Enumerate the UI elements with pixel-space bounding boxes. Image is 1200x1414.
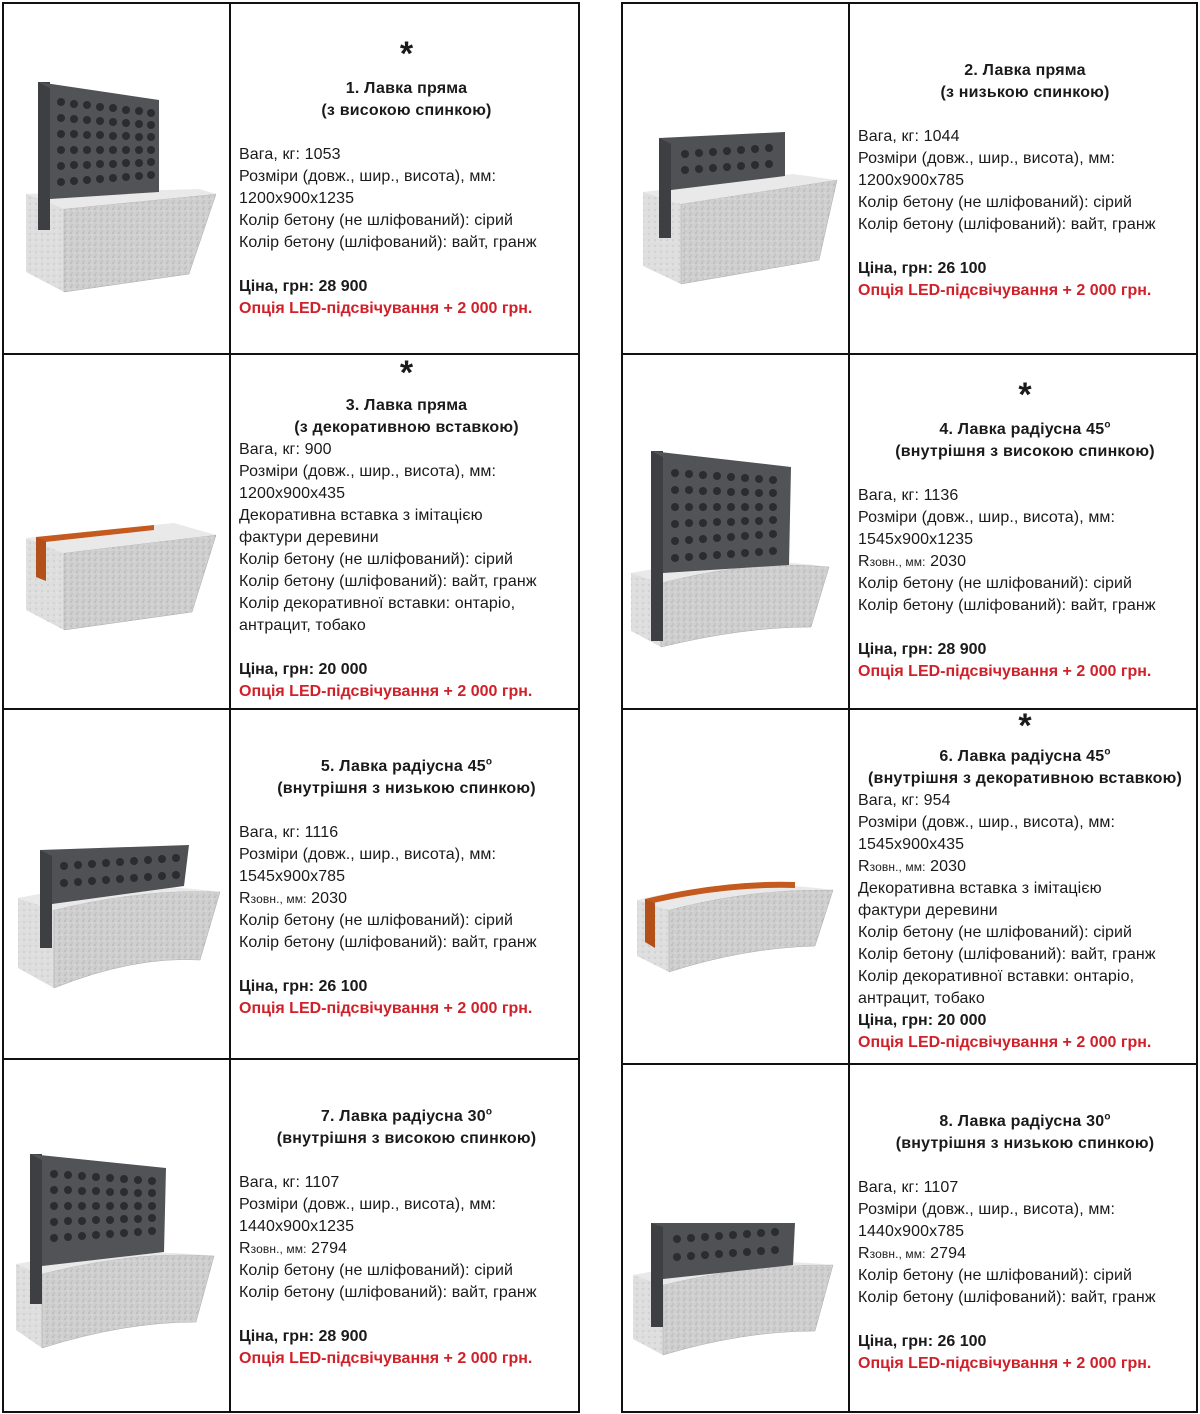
- product-card-7: [4, 1058, 578, 1411]
- led-option: Опція LED-підсвічування + 2 000 грн.: [858, 1034, 1152, 1051]
- product-subtitle: (внутрішня з низькою спинкою): [277, 780, 536, 797]
- insert-color-line-2: антрацит, тобако: [858, 990, 985, 1007]
- product-card-6: [623, 708, 1196, 1063]
- product-image-7: [4, 1060, 231, 1411]
- color-polished-line: Колір бетону (шліфований): вайт, гранж: [239, 1284, 537, 1301]
- color-polished-line: Колір бетону (шліфований): вайт, гранж: [239, 934, 537, 951]
- product-card-8: [623, 1063, 1196, 1411]
- weight-line: Вага, кг: 900: [239, 441, 332, 458]
- product-card-1: [4, 4, 578, 353]
- weight-line: Вага, кг: 1136: [858, 487, 959, 504]
- price-line: Ціна, грн: 28 900: [239, 1328, 368, 1345]
- color-raw-line: Колір бетону (не шліфований): сірий: [858, 1267, 1133, 1284]
- insert-desc-1: Декоративна вставка з імітацією: [858, 880, 1102, 897]
- insert-color-line: Колір декоративної вставки: онтаріо,: [239, 595, 516, 612]
- dims-label: Розміри (довж., шир., висота), мм:: [239, 1196, 497, 1213]
- price-line: Ціна, грн: 26 100: [858, 260, 987, 277]
- product-subtitle: (внутрішня з високою спинкою): [895, 443, 1155, 460]
- color-polished-line: Колір бетону (шліфований): вайт, гранж: [858, 597, 1156, 614]
- color-raw-line: Колір бетону (не шліфований): сірий: [858, 575, 1133, 592]
- insert-desc-1: Декоративна вставка з імітацією: [239, 507, 483, 524]
- insert-color-line-2: антрацит, тобако: [239, 617, 366, 634]
- dims-value: 1200x900x1235: [239, 190, 355, 207]
- product-subtitle: (з низькою спинкою): [940, 84, 1110, 101]
- left-column: [2, 2, 580, 1413]
- led-option: Опція LED-підсвічування + 2 000 грн.: [239, 300, 533, 317]
- price-line: Ціна, грн: 20 000: [858, 1012, 987, 1029]
- dims-value: 1200x900x785: [858, 172, 965, 189]
- led-option: Опція LED-підсвічування + 2 000 грн.: [858, 1355, 1152, 1372]
- color-raw-line: Колір бетону (не шліфований): сірий: [239, 551, 514, 568]
- led-option: Опція LED-підсвічування + 2 000 грн.: [239, 683, 533, 700]
- product-subtitle: (внутрішня з низькою спинкою): [895, 1135, 1155, 1152]
- insert-desc-2: фактури деревини: [239, 529, 379, 546]
- dims-label: Розміри (довж., шир., висота), мм:: [239, 846, 497, 863]
- featured-star: *: [399, 354, 414, 392]
- product-title: 8. Лавка радіусна $30^о$: [939, 1111, 1111, 1130]
- insert-color-line: Колір декоративної вставки: онтаріо,: [858, 968, 1135, 985]
- dims-value: 1440x900x785: [858, 1223, 965, 1240]
- product-image-3: [4, 355, 231, 708]
- dims-value: 1440x900x1235: [239, 1218, 355, 1235]
- product-image-6: [623, 710, 850, 1063]
- color-polished-line: Колір бетону (шліфований): вайт, гранж: [858, 216, 1156, 233]
- weight-line: Вага, кг: 1044: [858, 128, 960, 145]
- product-title: 7. Лавка радіусна $30^о$: [320, 1106, 493, 1125]
- dims-label: Розміри (довж., шир., висота), мм:: [858, 150, 1116, 167]
- dims-label: Розміри (довж., шир., висота), мм:: [858, 509, 1116, 526]
- price-line: Ціна, грн: 20 000: [239, 661, 368, 678]
- product-subtitle: (внутрішня з декоративною вставкою): [868, 770, 1182, 787]
- color-polished-line: Колір бетону (шліфований): вайт, гранж: [858, 1289, 1156, 1306]
- led-option: Опція LED-підсвічування + 2 000 грн.: [858, 663, 1152, 680]
- dims-label: Розміри (довж., шир., висота), мм:: [239, 168, 497, 185]
- dims-label: Розміри (довж., шир., висота), мм:: [858, 1201, 1116, 1218]
- radius-line: Rзовн., мм: 2030: [239, 890, 348, 907]
- product-subtitle: (з високою спинкою): [321, 102, 492, 119]
- color-raw-line: Колір бетону (не шліфований): сірий: [239, 212, 514, 229]
- color-raw-line: Колір бетону (не шліфований): сірий: [858, 194, 1133, 211]
- product-title: 3. Лавка пряма: [345, 397, 468, 414]
- product-image-2: [623, 4, 850, 353]
- product-image-1: [4, 4, 231, 353]
- featured-star: *: [399, 35, 414, 73]
- radius-line: Rзовн., мм: 2030: [858, 553, 967, 570]
- weight-line: Вага, кг: 1107: [239, 1174, 340, 1191]
- price-line: Ціна, грн: 26 100: [858, 1333, 987, 1350]
- product-card-4: [623, 353, 1196, 708]
- product-title: 1. Лавка пряма: [345, 80, 468, 97]
- right-column: [621, 2, 1198, 1413]
- product-card-5: [4, 708, 578, 1058]
- product-subtitle: (внутрішня з високою спинкою): [276, 1130, 537, 1147]
- product-title: 2. Лавка пряма: [964, 62, 1086, 79]
- product-image-5: [4, 710, 231, 1058]
- product-subtitle: (з декоративною вставкою): [294, 419, 519, 436]
- dims-label: Розміри (довж., шир., висота), мм:: [858, 814, 1116, 831]
- led-option: Опція LED-підсвічування + 2 000 грн.: [858, 282, 1152, 299]
- price-line: Ціна, грн: 28 900: [239, 278, 368, 295]
- radius-line: Rзовн., мм: 2794: [239, 1240, 348, 1257]
- price-line: Ціна, грн: 26 100: [239, 978, 368, 995]
- radius-line: Rзовн., мм: 2794: [858, 1245, 967, 1262]
- product-image-8: [623, 1065, 850, 1411]
- dims-value: 1545x900x785: [239, 868, 346, 885]
- dims-value: 1200x900x435: [239, 485, 346, 502]
- product-card-2: [623, 4, 1196, 353]
- product-title: 6. Лавка радіусна $45^о$: [939, 746, 1111, 765]
- featured-star: *: [1018, 376, 1032, 414]
- weight-line: Вага, кг: 1116: [239, 824, 339, 841]
- color-raw-line: Колір бетону (не шліфований): сірий: [858, 924, 1133, 941]
- dims-value: 1545x900x435: [858, 836, 965, 853]
- color-polished-line: Колір бетону (шліфований): вайт, гранж: [858, 946, 1156, 963]
- product-card-3: [4, 353, 578, 708]
- led-option: Опція LED-підсвічування + 2 000 грн.: [239, 1000, 533, 1017]
- product-title: 4. Лавка радіусна $45^о$: [939, 419, 1111, 438]
- dims-value: 1545x900x1235: [858, 531, 974, 548]
- color-polished-line: Колір бетону (шліфований): вайт, гранж: [239, 573, 537, 590]
- color-polished-line: Колір бетону (шліфований): вайт, гранж: [239, 234, 537, 251]
- featured-star: *: [1018, 707, 1032, 745]
- product-image-4: [623, 355, 850, 708]
- product-title: 5. Лавка радіусна $45^о$: [320, 756, 493, 775]
- radius-line: Rзовн., мм: 2030: [858, 858, 967, 875]
- weight-line: Вага, кг: 954: [858, 792, 951, 809]
- weight-line: Вага, кг: 1107: [858, 1179, 959, 1196]
- dims-label: Розміри (довж., шир., висота), мм:: [239, 463, 497, 480]
- color-raw-line: Колір бетону (не шліфований): сірий: [239, 1262, 514, 1279]
- weight-line: Вага, кг: 1053: [239, 146, 341, 163]
- price-line: Ціна, грн: 28 900: [858, 641, 987, 658]
- led-option: Опція LED-підсвічування + 2 000 грн.: [239, 1350, 533, 1367]
- insert-desc-2: фактури деревини: [858, 902, 998, 919]
- color-raw-line: Колір бетону (не шліфований): сірий: [239, 912, 514, 929]
